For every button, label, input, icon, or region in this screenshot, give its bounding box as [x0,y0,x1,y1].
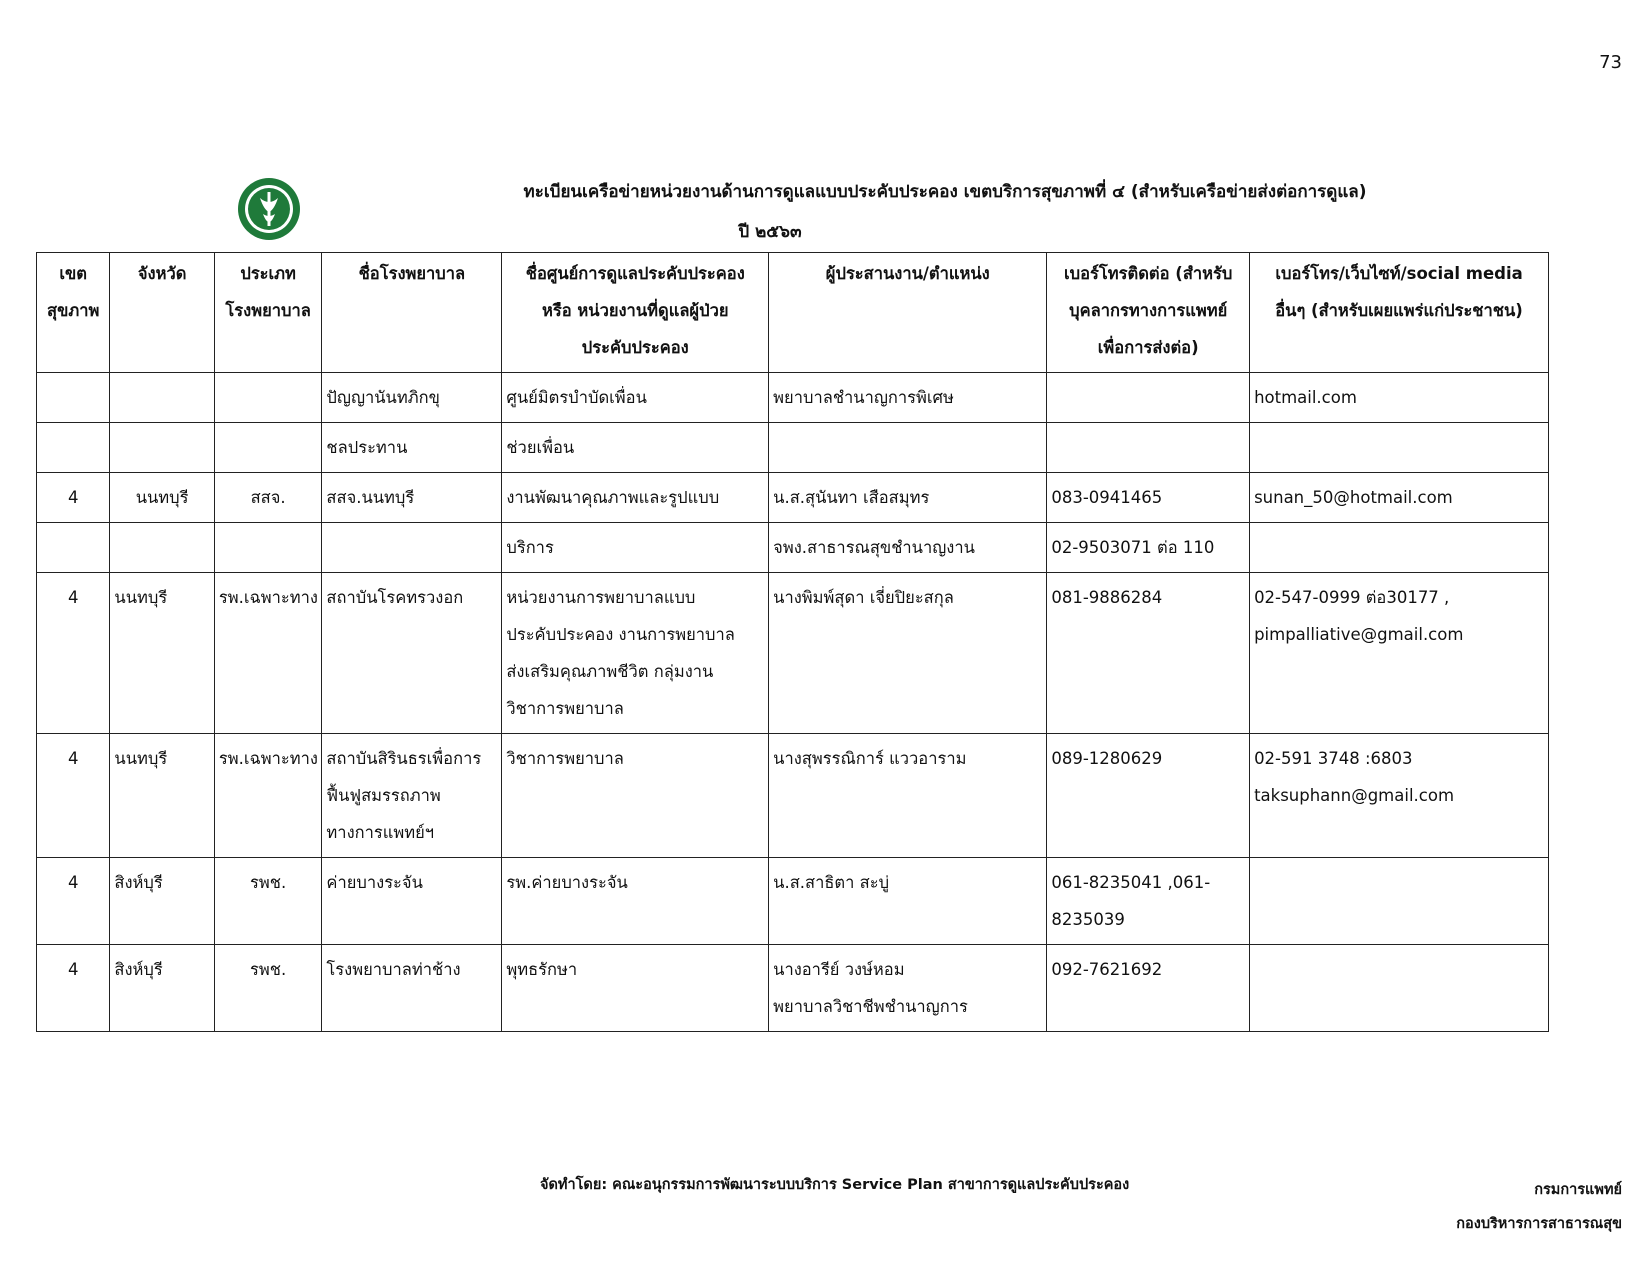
cell-text [773,429,1042,466]
cell-coordinator [769,858,1047,945]
column-header-line: ประเภท [240,264,296,283]
cell-hospital-type [214,945,322,1032]
cell-text: hotmail.com [1254,388,1357,407]
cell-text: ประคับประคอง งานการพยาบาล [506,625,735,644]
cell-care-center [502,523,769,573]
cell-text: สสจ.นนทบุรี [326,488,415,507]
page-number: 73 [1599,52,1622,73]
cell-referral-phone [1047,573,1250,734]
cell-text: 083-0941465 [1051,488,1163,507]
column-header-line: เขต [59,264,88,283]
cell-text: รพ.เฉพาะทาง [218,749,318,768]
cell-public-contact [1250,734,1549,858]
footer-org-line-2: กองบริหารการสาธารณสุข [1456,1216,1622,1232]
cell-hospital-type [214,473,322,523]
cell-province [110,423,214,473]
cell-text: พยาบาลชำนาญการพิเศษ [773,388,954,407]
cell-text: 4 [67,588,79,607]
cell-text: นนทบุรี [114,588,168,607]
column-header-line: จังหวัด [137,264,187,283]
cell-hospital-name [322,734,502,858]
footer-org-line-1: กรมการแพทย์ [1534,1182,1622,1198]
cell-public-contact [1250,423,1549,473]
cell-text: นนทบุรี [114,749,168,768]
column-header-public-contact [1250,253,1549,373]
cell-text [114,379,209,416]
cell-text: นางพิมพ์สุดา เจี่ยปิยะสกุล [773,588,954,607]
cell-region [37,573,110,734]
cell-text [1051,429,1245,466]
cell-text: ช่วยเพื่อน [506,438,575,457]
cell-province [110,734,214,858]
cell-referral-phone [1047,734,1250,858]
cell-coordinator [769,523,1047,573]
cell-text: วิชาการพยาบาล [506,749,624,768]
cell-hospital-type [214,423,322,473]
cell-coordinator [769,573,1047,734]
cell-text: สิงห์บุรี [114,960,163,979]
cell-text: pimpalliative@gmail.com [1254,625,1464,644]
cell-text: ชลประทาน [326,438,408,457]
cell-text [1254,864,1544,901]
document-year: ปี ๒๕๖๓ [738,222,802,242]
table-body [37,373,1549,1032]
cell-text: รพช. [250,960,287,979]
cell-province [110,523,214,573]
cell-hospital-name [322,473,502,523]
cell-public-contact [1250,573,1549,734]
cell-text: 081-9886284 [1051,588,1163,607]
cell-text: taksuphann@gmail.com [1254,786,1455,805]
cell-coordinator [769,423,1047,473]
cell-region [37,473,110,523]
cell-coordinator [769,473,1047,523]
cell-text: พุทธรักษา [506,960,578,979]
cell-public-contact [1250,373,1549,423]
cell-referral-phone [1047,423,1250,473]
cell-text: สถาบันสิรินธรเพื่อการ [326,749,482,768]
cell-text [41,379,105,416]
cell-text [41,529,105,566]
table-row [37,423,1549,473]
table-row [37,858,1549,945]
table-row [37,945,1549,1032]
cell-text: รพ.เฉพาะทาง [218,588,318,607]
cell-public-contact [1250,473,1549,523]
cell-text [219,429,318,466]
cell-text: 8235039 [1051,910,1125,929]
cell-province [110,945,214,1032]
cell-text: 02-9503071 ต่อ 110 [1051,538,1215,557]
cell-province [110,858,214,945]
cell-text: นางอารีย์ วงษ์หอม [773,960,905,979]
cell-text: 4 [67,488,79,507]
cell-region [37,945,110,1032]
cell-hospital-name [322,423,502,473]
cell-text: sunan_50@hotmail.com [1254,488,1453,507]
cell-hospital-type [214,373,322,423]
table-row [37,523,1549,573]
cell-region [37,523,110,573]
cell-text: 061-8235041 ,061- [1051,873,1211,892]
cell-text: 4 [67,873,79,892]
cell-hospital-name [322,945,502,1032]
cell-province [110,473,214,523]
cell-text: ส่งเสริมคุณภาพชีวิต กลุ่มงาน [506,662,714,681]
cell-coordinator [769,373,1047,423]
cell-text: งานพัฒนาคุณภาพและรูปแบบ [506,488,720,507]
cell-hospital-type [214,734,322,858]
cell-region [37,373,110,423]
cell-public-contact [1250,523,1549,573]
cell-text: นนทบุรี [135,488,189,507]
cell-text: ศูนย์มิตรบำบัดเพื่อน [506,388,647,407]
cell-province [110,573,214,734]
column-header-line: เบอร์โทรติดต่อ (สำหรับ [1064,264,1233,283]
cell-text [219,379,318,416]
cell-text: รพช. [250,873,287,892]
cell-text [114,429,209,466]
cell-text [1254,529,1544,566]
cell-text: 02-547-0999 ต่อ30177 , [1254,588,1450,607]
column-header-region [37,253,110,373]
cell-coordinator [769,945,1047,1032]
cell-text: ทางการแพทย์ฯ [326,823,435,842]
column-header-line: ประคับประคอง [581,338,689,357]
cell-hospital-name [322,858,502,945]
cell-text [1254,429,1544,466]
cell-text: สสจ. [250,488,286,507]
column-header-province [110,253,214,373]
cell-text [41,429,105,466]
cell-referral-phone [1047,858,1250,945]
cell-referral-phone [1047,523,1250,573]
cell-referral-phone [1047,473,1250,523]
cell-text: สถาบันโรคทรวงอก [326,588,464,607]
column-header-line: ผู้ประสานงาน/ตำแหน่ง [825,264,990,283]
cell-text: 092-7621692 [1051,960,1163,979]
column-header-care-center [502,253,769,373]
cell-text: น.ส.สาธิตา สะบู่ [773,873,890,892]
cell-text: 089-1280629 [1051,749,1163,768]
cell-text: โรงพยาบาลท่าช้าง [326,960,461,979]
column-header-line: สุขภาพ [47,301,100,320]
cell-care-center [502,573,769,734]
column-header-line: โรงพยาบาล [225,301,311,320]
table-row [37,734,1549,858]
cell-hospital-type [214,573,322,734]
cell-hospital-name [322,573,502,734]
cell-referral-phone [1047,373,1250,423]
footer-credit: จัดทำโดย: คณะอนุกรรมการพัฒนาระบบบริการ Service Plan สาขาการดูแลประคับประคอง [540,1177,1130,1193]
cell-text: จพง.สาธารณสุขชำนาญงาน [773,538,975,557]
cell-text [326,529,497,566]
cell-province [110,373,214,423]
cell-hospital-type [214,858,322,945]
table-row [37,473,1549,523]
cell-text: นางสุพรรณิการ์ แววอาราม [773,749,967,768]
column-header-line: อื่นๆ (สำหรับเผยแพร่แก่ประชาชน) [1275,301,1523,320]
cell-coordinator [769,734,1047,858]
column-header-hospital-type [214,253,322,373]
cell-care-center [502,858,769,945]
cell-text: บริการ [506,538,554,557]
cell-text: ปัญญานันทภิกขุ [326,388,440,407]
cell-referral-phone [1047,945,1250,1032]
cell-public-contact [1250,858,1549,945]
cell-text: 02-591 3748 :6803 [1254,749,1413,768]
cell-text [219,529,318,566]
column-header-line: ชื่อโรงพยาบาล [358,264,466,283]
cell-region [37,858,110,945]
document-title: ทะเบียนเครือข่ายหน่วยงานด้านการดูแลแบบประคับประคอง เขตบริการสุขภาพที่ ๔ (สำหรับเครือข่ายส่งต่อการดูแล) [523,182,1367,202]
column-header-line: เพื่อการส่งต่อ) [1097,338,1199,357]
cell-text: น.ส.สุนันทา เสือสมุทร [773,488,930,507]
ministry-logo-icon [236,176,302,242]
cell-text: หน่วยงานการพยาบาลแบบ [506,588,696,607]
footer-organization [1456,1173,1622,1241]
cell-text [1051,379,1245,416]
cell-text [114,529,209,566]
column-header-line: ชื่อศูนย์การดูแลประคับประคอง [525,264,745,283]
cell-text: ค่ายบางระจัน [326,873,423,892]
table-row [37,573,1549,734]
cell-care-center [502,945,769,1032]
cell-region [37,734,110,858]
network-register-table [36,252,1549,1032]
cell-text: รพ.ค่ายบางระจัน [506,873,628,892]
cell-text: สิงห์บุรี [114,873,163,892]
table-header-row [37,253,1549,373]
column-header-line: เบอร์โทร/เว็บไซท์/social media [1275,264,1523,283]
cell-hospital-type [214,523,322,573]
cell-care-center [502,473,769,523]
column-header-coordinator [769,253,1047,373]
cell-care-center [502,373,769,423]
cell-public-contact [1250,945,1549,1032]
cell-hospital-name [322,373,502,423]
cell-care-center [502,423,769,473]
table-row [37,373,1549,423]
column-header-line: หรือ หน่วยงานที่ดูแลผู้ป่วย [542,301,729,320]
cell-text: ฟื้นฟูสมรรถภาพ [326,786,441,805]
column-header-line: บุคลากรทางการแพทย์ [1069,301,1228,320]
cell-hospital-name [322,523,502,573]
column-header-referral-phone [1047,253,1250,373]
cell-text: วิชาการพยาบาล [506,699,624,718]
column-header-hospital-name [322,253,502,373]
cell-region [37,423,110,473]
cell-text: 4 [67,960,79,979]
cell-text [1254,951,1544,988]
cell-text: 4 [67,749,79,768]
cell-care-center [502,734,769,858]
cell-text: พยาบาลวิชาชีพชำนาญการ [773,997,968,1016]
